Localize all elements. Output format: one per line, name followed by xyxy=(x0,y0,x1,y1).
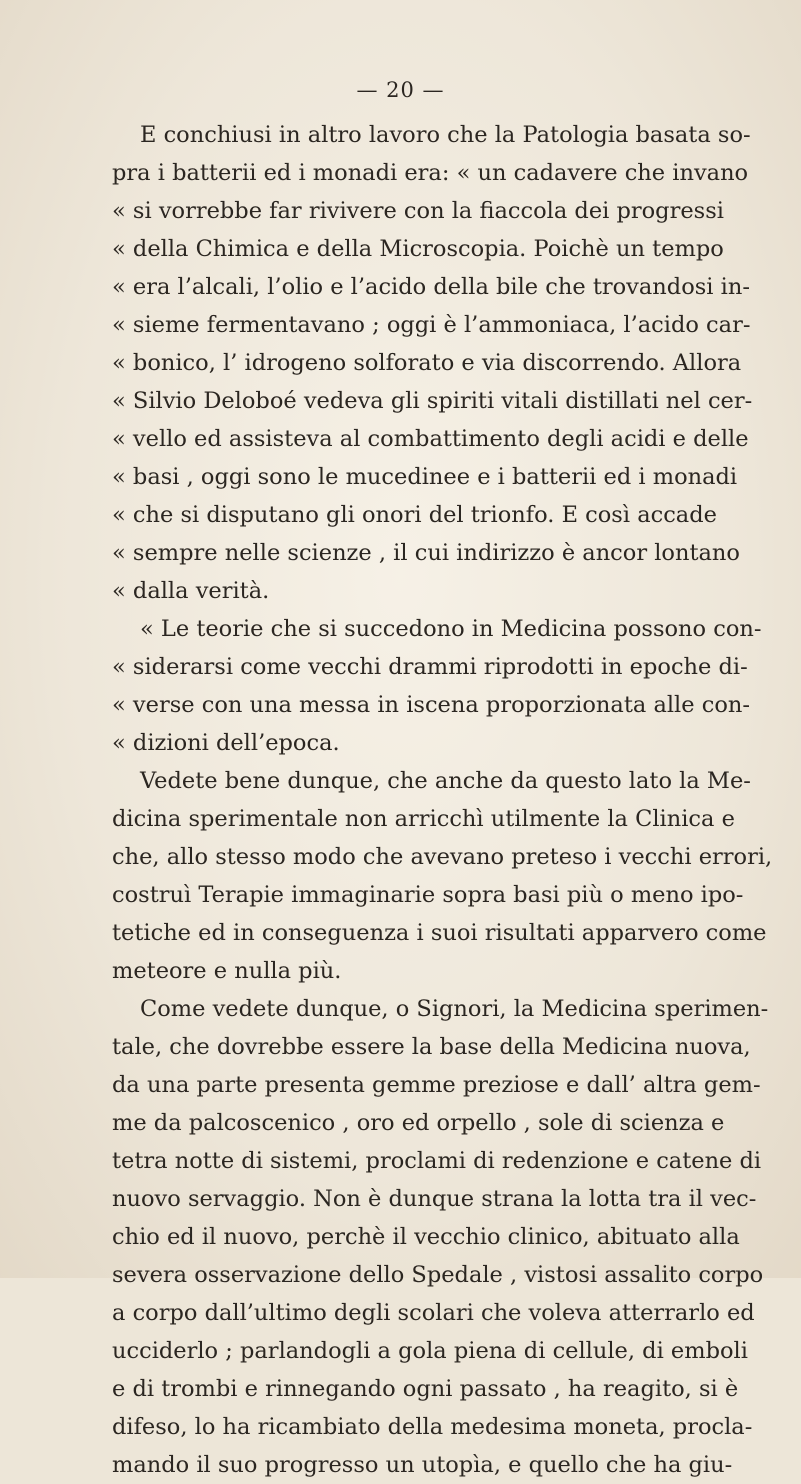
text-line: Come vedete dunque, o Signori, la Medicina sperimen- xyxy=(140,996,769,1022)
text-line: meteore e nulla più. xyxy=(112,958,342,984)
text-line: chio ed il nuovo, perchè il vecchio clinico, abituato alla xyxy=(112,1224,740,1250)
text-line: Vedete bene dunque, che anche da questo lato la Me- xyxy=(140,768,751,794)
text-line: che, allo stesso modo che avevano preteso i vecchi errori, xyxy=(112,844,773,870)
text-line: « sieme fermentavano ; oggi è l’ammoniaca, l’acido car- xyxy=(112,312,751,338)
body-text xyxy=(112,116,773,1484)
text-line: « vello ed assisteva al combattimento degli acidi e delle xyxy=(112,426,749,452)
text-line: me da palcoscenico , oro ed orpello , sole di scienza e xyxy=(112,1110,725,1136)
text-line: costruì Terapie immaginarie sopra basi più o meno ipo- xyxy=(112,882,744,908)
text-line: E conchiusi in altro lavoro che la Patologia basata so- xyxy=(140,122,751,148)
text-line: tale, che dovrebbe essere la base della Medicina nuova, xyxy=(112,1034,751,1060)
text-line: « Silvio Deloboé vedeva gli spiriti vitali distillati nel cer- xyxy=(112,388,753,414)
text-line: « che si disputano gli onori del trionfo. E così accade xyxy=(112,502,717,528)
text-line: a corpo dall’ultimo degli scolari che voleva atterrarlo ed xyxy=(112,1300,755,1326)
page-number: — 20 — xyxy=(356,78,445,102)
text-line: severa osservazione dello Spedale , vistosi assalito corpo xyxy=(112,1262,764,1288)
text-line: « verse con una messa in iscena proporzionata alle con- xyxy=(112,692,750,718)
text-line: e di trombi e rinnegando ogni passato , ha reagito, si è xyxy=(112,1376,739,1402)
text-line: tetra notte di sistemi, proclami di redenzione e catene di xyxy=(112,1148,762,1174)
text-line: mando il suo progresso un utopìa, e quello che ha giu- xyxy=(112,1452,733,1478)
text-line: « si vorrebbe far rivivere con la fiaccola dei progressi xyxy=(112,198,724,224)
text-line: « siderarsi come vecchi drammi riprodotti in epoche di- xyxy=(112,654,748,680)
text-line: « bonico, l’ idrogeno solforato e via discorrendo. Allora xyxy=(112,350,742,376)
text-line: « Le teorie che si succedono in Medicina possono con- xyxy=(140,616,762,642)
text-line: tetiche ed in conseguenza i suoi risultati apparvero come xyxy=(112,920,767,946)
text-line: nuovo servaggio. Non è dunque strana la lotta tra il vec- xyxy=(112,1186,757,1212)
text-line: « basi , oggi sono le mucedinee e i batterii ed i monadi xyxy=(112,464,738,490)
text-line: da una parte presenta gemme preziose e dall’ altra gem- xyxy=(112,1072,761,1098)
text-line: difeso, lo ha ricambiato della medesima moneta, procla- xyxy=(112,1414,753,1440)
text-line: « sempre nelle scienze , il cui indirizzo è ancor lontano xyxy=(112,540,740,566)
text-line: dicina sperimentale non arricchì utilmente la Clinica e xyxy=(112,806,735,832)
text-line: « era l’alcali, l’olio e l’acido della bile che trovandosi in- xyxy=(112,274,750,300)
text-line: pra i batterii ed i monadi era: « un cadavere che invano xyxy=(112,160,749,186)
text-line: « dizioni dell’epoca. xyxy=(112,730,340,756)
text-line: « dalla verità. xyxy=(112,578,270,604)
text-line: ucciderlo ; parlandogli a gola piena di cellule, di emboli xyxy=(112,1338,748,1364)
text-line: « della Chimica e della Microscopia. Poichè un tempo xyxy=(112,236,724,262)
